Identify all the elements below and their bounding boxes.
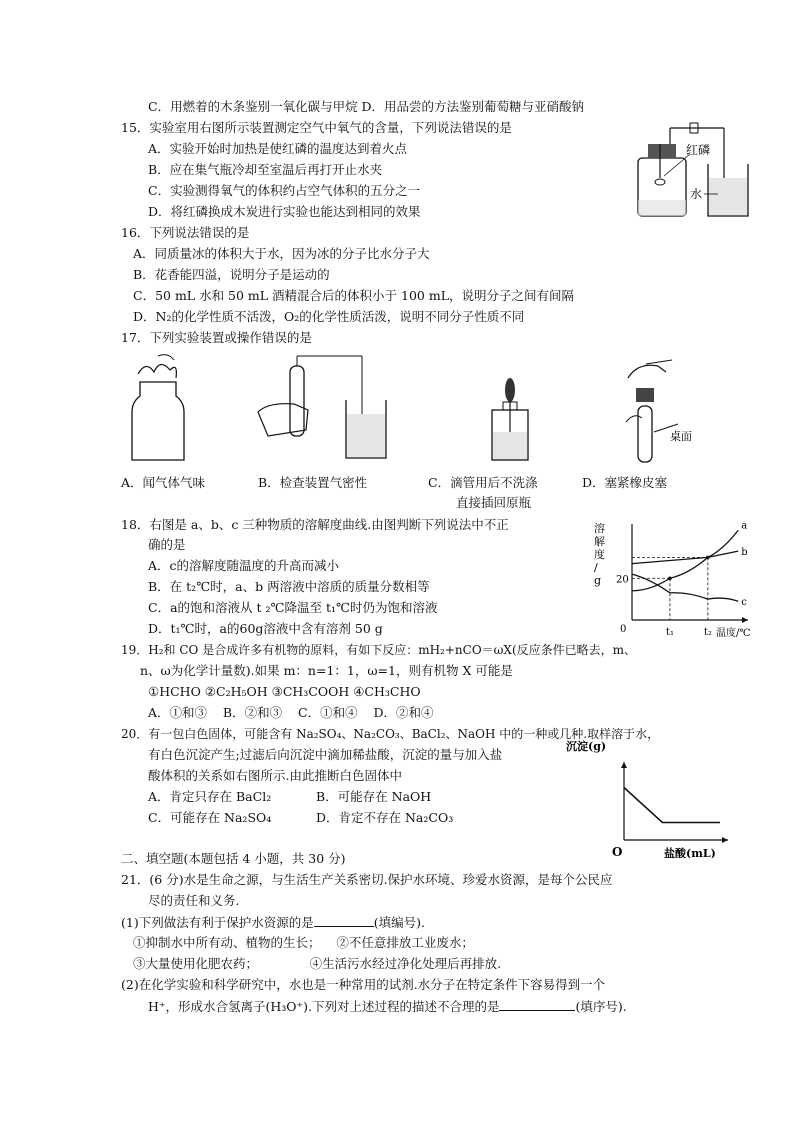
q21-items-34: ③大量使用化肥农药； ④生活污水经过净化处理后再排放.: [133, 956, 502, 971]
precipitate-chart: [562, 738, 734, 858]
q18-stem-2: 确的是: [148, 537, 186, 552]
label-tabletop: 桌面: [670, 430, 692, 443]
q16-option-b: B．花香能四溢，说明分子是运动的: [133, 267, 330, 282]
experiment-c-dropper: [492, 378, 528, 460]
q20-option-b: B．可能存在 NaOH: [316, 789, 432, 804]
precipitate-curve: [624, 788, 720, 823]
q17-caption-a: A．闻气体气味: [121, 475, 206, 490]
q18-option-d: D．t₁℃时，a的60g溶液中含有溶剂 50 g: [148, 621, 383, 636]
x-axis-label: 温度/℃: [716, 628, 751, 639]
solubility-chart: [590, 516, 752, 640]
q16-option-d: D．N₂的化学性质不活泼，O₂的化学性质活泼，说明不同分子性质不同: [133, 309, 525, 324]
q17-caption-d: D．塞紧橡皮塞: [582, 475, 668, 490]
q19-stem: 19．H₂和 CO 是合成许多有机物的原料，有如下反应：mH₂+nCO＝ωX(反应条件已略去，m、: [121, 643, 637, 657]
series-b-label: b: [741, 547, 748, 559]
experiment-b-airtightness: [258, 356, 386, 458]
bottle-stopper: [648, 144, 676, 158]
q16-stem: 16．下列说法错误的是: [121, 225, 250, 240]
q18-stem: 18．右图是 a、b、c 三种物质的溶解度曲线.由图判断下列说法中不正: [121, 517, 509, 532]
q15-apparatus-figure: [630, 118, 760, 220]
q17-caption-c: C．滴管用后不洗涤: [428, 475, 538, 490]
q21-stem-2: 尽的责任和义务.: [148, 893, 240, 908]
q21-part1: [121, 913, 425, 932]
label-red-phosphorus: 红磷: [686, 143, 711, 157]
q17-caption-b: B．检查装置气密性: [258, 475, 368, 490]
q21-stem: 21．(6 分)水是生命之源，与生活生产关系密切.保护水环境、珍爱水资源，是每个公民应: [121, 872, 613, 887]
y-axis-label-char: /: [594, 561, 598, 574]
x-axis-arrow: [722, 837, 728, 843]
q15-option-a: A．实验开始时加热是使红磷的温度达到着火点: [148, 141, 408, 156]
q14-option-cd: C．用燃着的木条鉴别一氧化碳与甲烷 D．用品尝的方法鉴别葡萄糖与亚硝酸钠: [148, 99, 585, 114]
q20-option-a: A．肯定只存在 BaCl₂: [148, 789, 272, 804]
q16-option-c: C．50 mL 水和 50 mL 酒精混合后的体积小于 100 mL，说明分子之间有间隔: [133, 288, 575, 303]
answer-blank-2[interactable]: [499, 997, 575, 1011]
q18-option-a: A．c的溶解度随温度的升高而减小: [148, 558, 340, 573]
q18-option-b: B．在 t₂℃时，a、b 两溶液中溶质的质量分数相等: [148, 579, 430, 594]
y-axis-label-char: g: [594, 574, 602, 587]
hand-icon: [258, 404, 308, 436]
series-c-label: c: [741, 597, 747, 609]
label-water: 水: [690, 187, 703, 201]
q20-option-c: C．可能存在 Na₂SO₄: [148, 810, 272, 825]
q19-options: A．①和③ B．②和③ C．①和④ D．②和④: [148, 705, 434, 720]
q19-candidates: ①HCHO ②C₂H₅OH ③CH₃COOH ④CH₃CHO: [148, 684, 421, 699]
q15-option-c: C．实验测得氧气的体积约占空气体积的五分之一: [148, 183, 421, 198]
q21-part1-suffix: (填编号).: [373, 915, 425, 930]
y-axis-label-char: 溶: [594, 522, 605, 535]
intersection-point: [706, 556, 710, 560]
q21-part2: (2)在化学实验和科学研究中，水也是一种常用的试剂.水分子在特定条件下容易得到一个: [121, 977, 606, 992]
y-axis-label: 沉淀(g): [566, 740, 607, 753]
intersection-point: [668, 576, 672, 580]
q21-part2-suffix: (填序号).: [575, 999, 627, 1014]
q20-option-d: D．肯定不存在 Na₂CO₃: [316, 810, 454, 825]
series-a-label: a: [741, 520, 748, 532]
answer-blank-1[interactable]: [314, 913, 374, 927]
q19-stem-2: n、ω为化学计量数).如果 m：n=1：1，ω=1，则有机物 X 可能是: [140, 663, 513, 678]
origin-label: O: [612, 845, 623, 858]
y-axis-label-char: 度: [594, 548, 605, 561]
q21-part1-text: (1)下列做法有利于保护水资源的是: [121, 915, 314, 930]
q21-part2-2: [148, 997, 627, 1016]
combustion-spoon: [655, 179, 665, 185]
q15-stem: 15．实验室用右图所示装置测定空气中氧气的含量，下列说法错误的是: [121, 120, 512, 135]
q20-stem-3: 酸体积的关系如右图所示.由此推断白色固体中: [148, 768, 402, 783]
q16-option-a: A．同质量冰的体积大于水，因为冰的分子比水分子大: [133, 246, 430, 261]
x-axis-label: 盐酸(mL): [664, 847, 716, 858]
x-tick-label: t₂: [703, 627, 712, 638]
q17-apparatus-figure: [118, 352, 698, 470]
hand-icon-d: [628, 365, 666, 378]
origin-tick-label: 0: [620, 624, 627, 635]
y-axis-label-char: 解: [594, 535, 605, 548]
experiment-a-smell-gas: [132, 355, 184, 460]
section-2-heading: 二、填空题(本题包括 4 小题，共 30 分): [121, 851, 346, 866]
q17-stem: 17．下列实验装置或操作错误的是: [121, 330, 312, 345]
q17-caption-c2: 直接插回原瓶: [456, 495, 532, 510]
x-axis-arrow: [742, 617, 748, 623]
q21-items-12: ①抑制水中所有动、植物的生长； ②不任意排放工业废水；: [133, 935, 474, 950]
q21-part2-text: H⁺，形成水合氢离子(H₃O⁺).下列对上述过程的描述不合理的是: [148, 999, 500, 1014]
y-tick-label: 20: [616, 574, 629, 586]
series-a-curve: [632, 530, 738, 591]
q18-option-c: C．a的饱和溶液从 t ₂℃降温至 t₁℃时仍为饱和溶液: [148, 600, 438, 615]
q20-stem-2: 有白色沉淀产生;过滤后向沉淀中滴加稀盐酸，沉淀的量与加入盐: [148, 747, 503, 762]
q20-stem: 20．有一包白色固体，可能含有 Na₂SO₄、Na₂CO₃、BaCl₂、NaOH 中的一种或几种.取样溶于水，: [121, 727, 660, 741]
x-tick-label: t₁: [665, 627, 674, 638]
q15-option-b: B．应在集气瓶冷却至室温后再打开止水夹: [148, 162, 383, 177]
experiment-d-stopper: [626, 360, 692, 462]
y-axis-arrow: [621, 762, 627, 768]
q15-option-d: D．将红磷换成木炭进行实验也能达到相同的效果: [148, 204, 421, 219]
